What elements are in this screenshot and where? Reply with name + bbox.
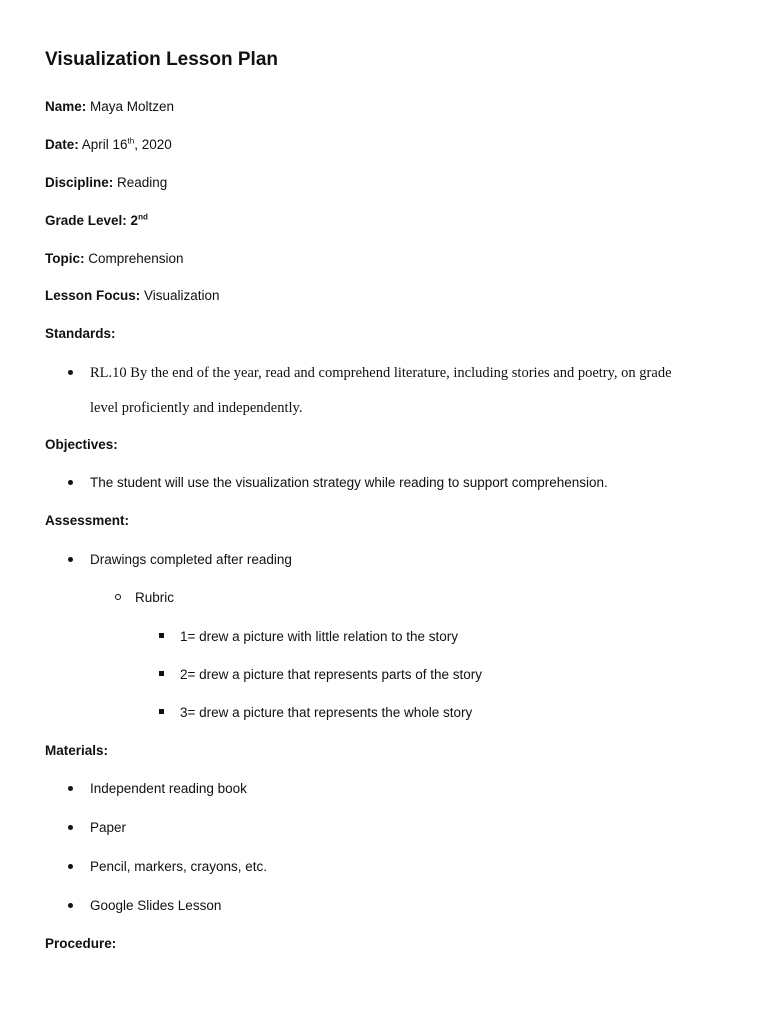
materials-item: Google Slides Lesson	[90, 898, 222, 913]
discipline-label: Discipline:	[45, 175, 114, 190]
rubric-level-1: 1= drew a picture with little relation to the story	[180, 629, 459, 644]
materials-item: Pencil, markers, crayons, etc.	[90, 859, 268, 874]
discipline-value: Reading	[113, 175, 168, 190]
standards-heading: Standards:	[45, 326, 116, 341]
lesson-focus-value: Visualization	[140, 288, 220, 303]
date-value-day: April 16	[78, 137, 128, 152]
standards-item	[90, 364, 672, 382]
materials-heading: Materials:	[45, 743, 109, 758]
date-value-year: , 2020	[134, 137, 172, 152]
topic-label: Topic:	[45, 251, 85, 266]
date-field	[45, 136, 172, 154]
lesson-focus-field	[45, 287, 220, 305]
rubric-item: Rubric	[135, 590, 175, 605]
materials-item: Paper	[90, 820, 127, 835]
grade-ordinal: nd	[138, 212, 148, 222]
objectives-heading: Objectives:	[45, 437, 118, 452]
discipline-field	[45, 174, 167, 192]
procedure-heading: Procedure:	[45, 936, 117, 951]
name-field	[45, 98, 174, 116]
objectives-item: The student will use the visualization strategy while reading to support comprehension.	[90, 475, 608, 490]
topic-value: Comprehension	[84, 251, 184, 266]
name-label: Name:	[45, 99, 87, 114]
rubric-level-3: 3= drew a picture that represents the whole story	[180, 705, 473, 720]
date-ordinal: th	[127, 136, 135, 146]
grade-value: 2	[126, 213, 139, 228]
page-title: Visualization Lesson Plan	[45, 49, 278, 70]
rubric-level-2: 2= drew a picture that represents parts of the story	[180, 667, 483, 682]
materials-item: Independent reading book	[90, 781, 247, 796]
lesson-focus-label: Lesson Focus:	[45, 288, 141, 303]
assessment-item: Drawings completed after reading	[90, 552, 292, 567]
topic-field	[45, 250, 184, 268]
name-value: Maya Moltzen	[86, 99, 175, 114]
standards-item-line2: level proficiently and independently.	[90, 400, 303, 416]
grade-label: Grade Level:	[45, 213, 127, 228]
date-label: Date:	[45, 137, 79, 152]
standards-item-line1: RL.10 By the end of the year, read and comprehend literature, including stories and poetry, on grade	[90, 365, 672, 381]
grade-field	[45, 212, 148, 230]
assessment-heading: Assessment:	[45, 513, 130, 528]
